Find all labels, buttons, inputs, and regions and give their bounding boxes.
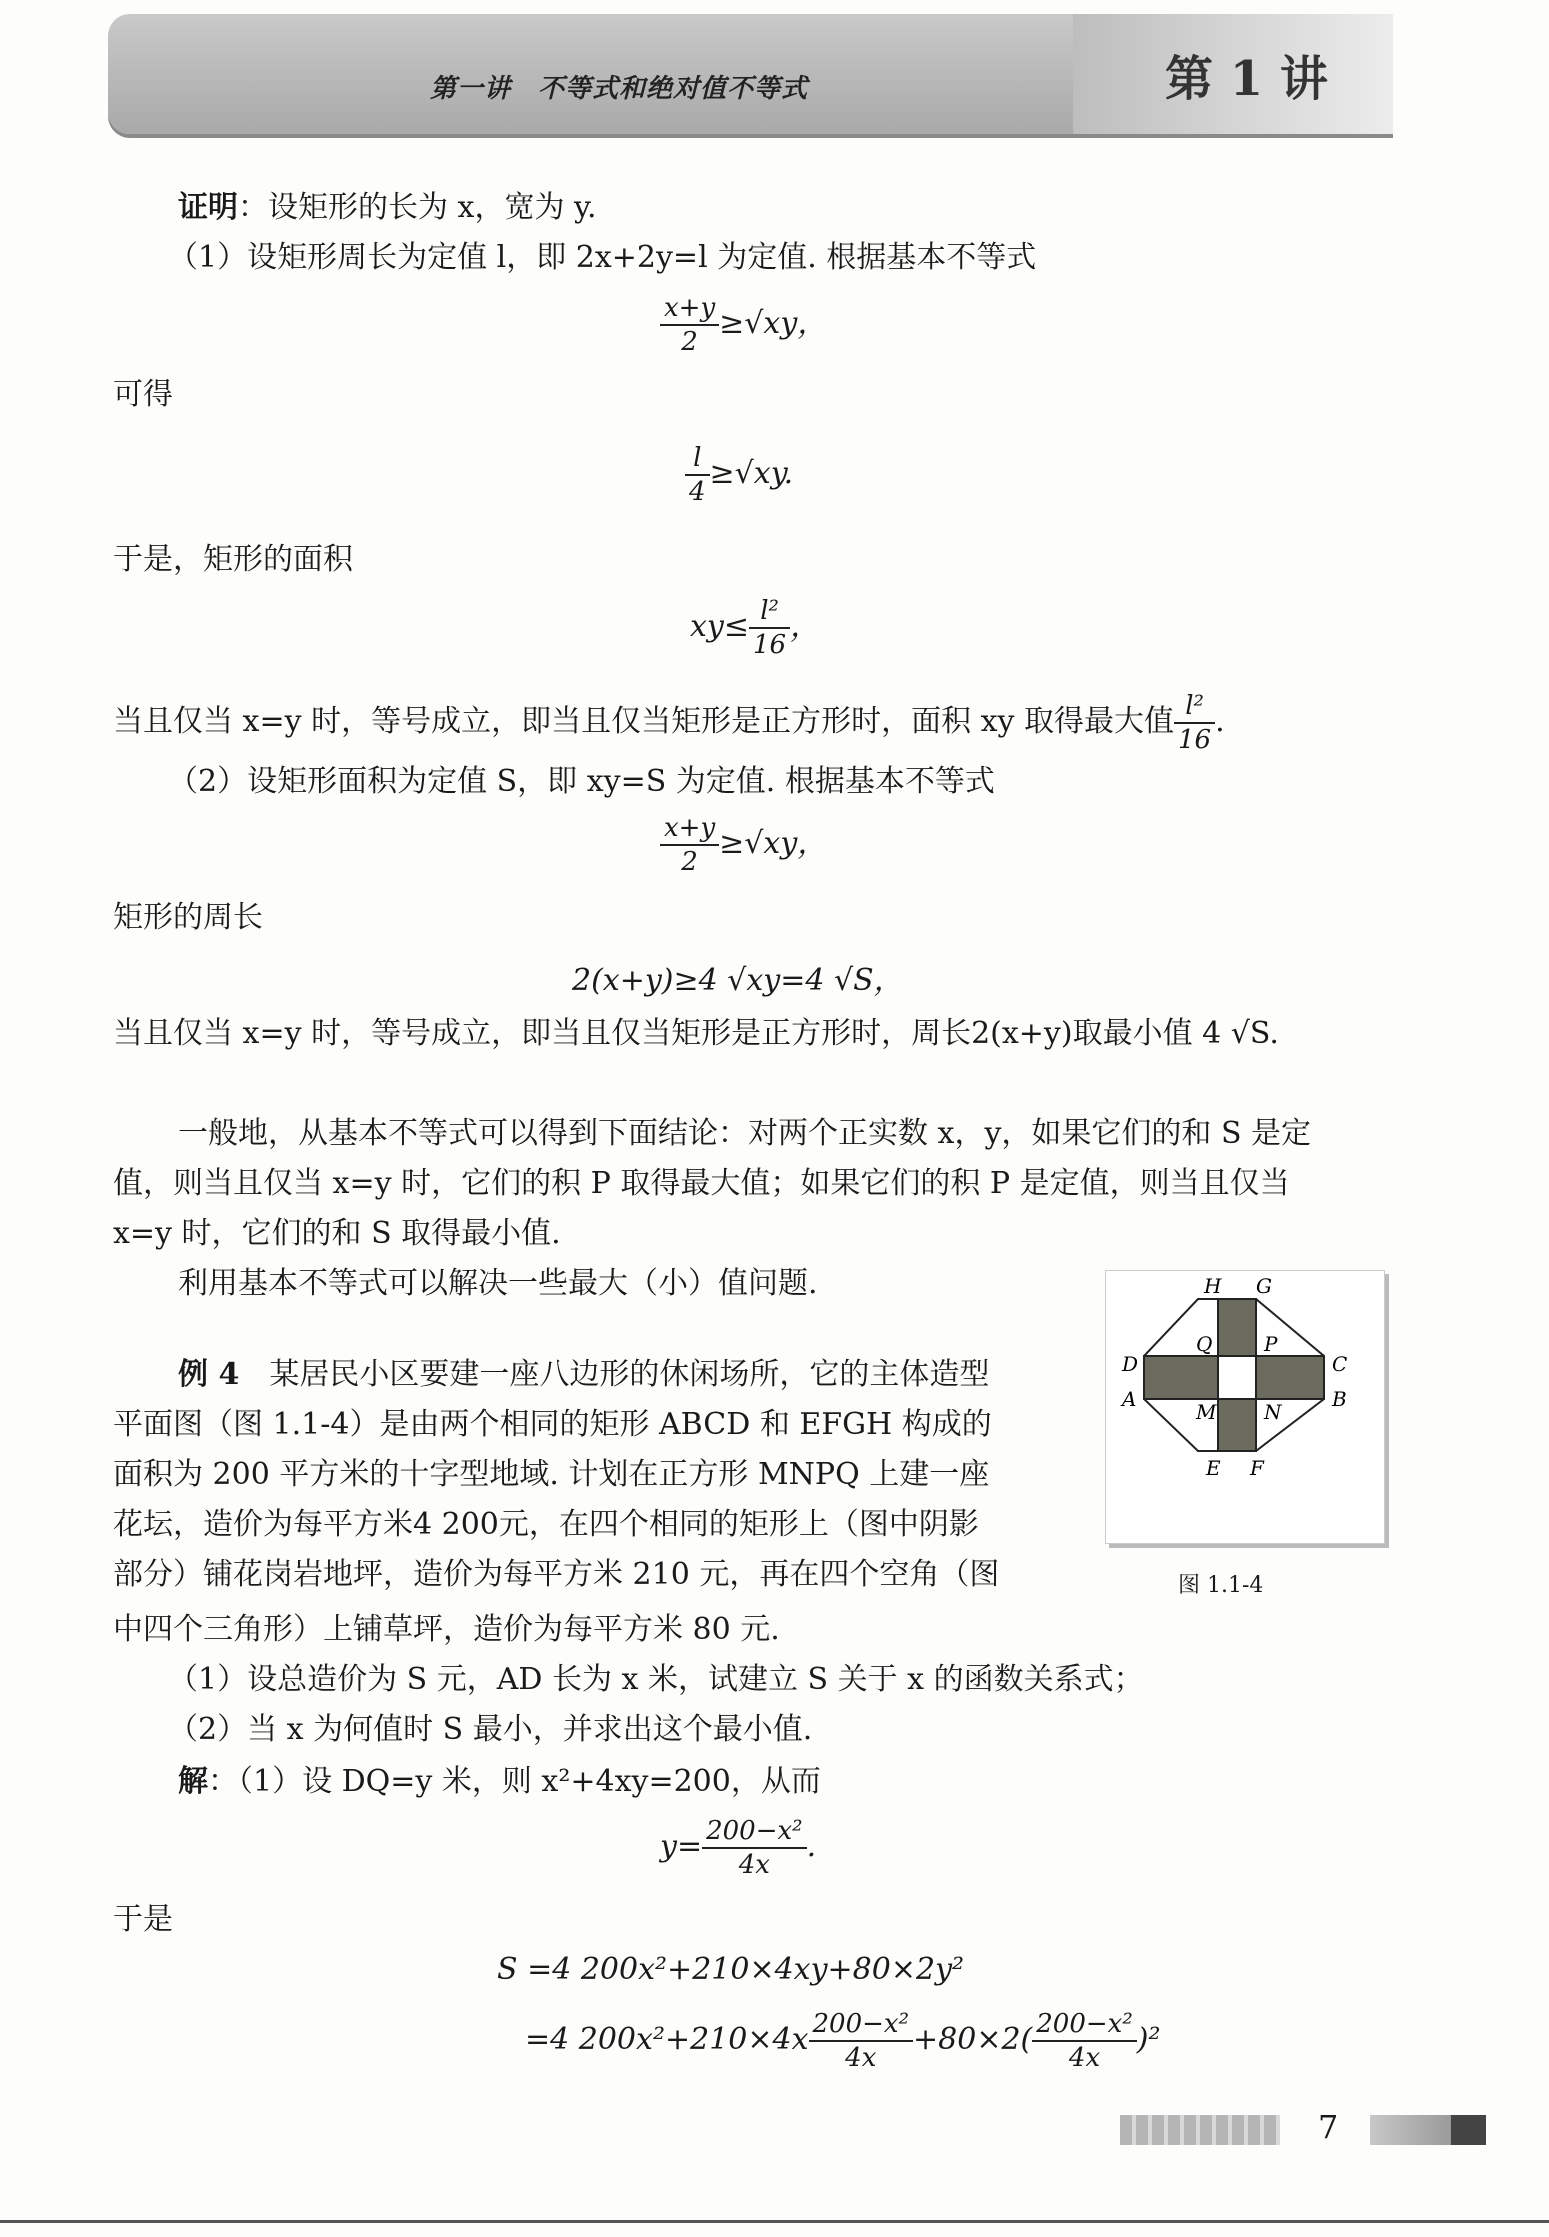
- page-number: 7: [1318, 2108, 1339, 2146]
- part1-line: （1）设矩形周长为定值 l，即 2x+2y=l 为定值. 根据基本不等式: [168, 240, 1037, 275]
- equation-4: $\frac{x+y}{2}$ ≥√xy，: [660, 812, 827, 878]
- equation-1: $\frac{x+y}{2}$ ≥√xy，: [660, 292, 827, 358]
- figure-cross-diagram: [1105, 1270, 1385, 1544]
- bottom-rule: [0, 2220, 1549, 2223]
- label-a: A: [1122, 1387, 1137, 1411]
- perimeter-line: 矩形的周长: [113, 900, 263, 935]
- equation-2: $\frac{l}{4}$ ≥√xy.: [685, 442, 793, 508]
- general-1: 一般地，从基本不等式可以得到下面结论：对两个正实数 x，y，如果它们的和 S 是定: [178, 1116, 1312, 1151]
- general-2: 值，则当且仅当 x=y 时，它们的积 P 取得最大值；如果它们的积 P 是定值，则当且仅当: [113, 1166, 1290, 1201]
- proof-intro: 证明：设矩形的长为 x，宽为 y.: [178, 190, 597, 225]
- label-m: M: [1196, 1400, 1217, 1424]
- general-3: x=y 时，它们的和 S 取得最小值.: [113, 1216, 561, 1251]
- label-d: D: [1122, 1352, 1139, 1376]
- equation-5: 2(x+y)≥4 √xy=4 √S，: [572, 963, 904, 998]
- equation-3: xy≤ $\frac{\text{l²}}{16}$ ，: [690, 596, 821, 660]
- label-h: H: [1204, 1274, 1222, 1298]
- label-f: F: [1250, 1456, 1264, 1480]
- general-4: 利用基本不等式可以解决一些最大（小）值问题.: [178, 1266, 818, 1301]
- label-e: E: [1206, 1456, 1221, 1480]
- chapter-title: 第一讲 不等式和绝对值不等式: [430, 73, 809, 103]
- part2-line: （2）设矩形面积为定值 S，即 xy=S 为定值. 根据基本不等式: [168, 764, 995, 799]
- conclusion-2: 当且仅当 x=y 时，等号成立，即当且仅当矩形是正方形时，周长2(x+y)取最小值 4 √S.: [113, 1016, 1279, 1051]
- example-line-2: 平面图（图 1.1-4）是由两个相同的矩形 ABCD 和 EFGH 构成的: [113, 1407, 992, 1442]
- kede-line: 可得: [113, 377, 173, 412]
- question-1: （1）设总造价为 S 元，AD 长为 x 米，试建立 S 关于 x 的函数关系式；: [168, 1662, 1144, 1697]
- example-line-3: 面积为 200 平方米的十字型地域. 计划在正方形 MNPQ 上建一座: [113, 1457, 990, 1492]
- label-p: P: [1264, 1332, 1278, 1356]
- label-n: N: [1264, 1400, 1282, 1424]
- label-g: G: [1256, 1274, 1272, 1298]
- footer-decoration-left: [1120, 2115, 1280, 2145]
- equation-6: y= $\frac{\text{200−x²}}{4x}$ .: [660, 1816, 817, 1880]
- example-line-5: 部分）铺花岗岩地坪，造价为每平方米 210 元，再在四个空角（图: [113, 1557, 1000, 1592]
- footer-decoration-right: [1370, 2115, 1486, 2145]
- chapter-badge: 第 1 讲: [1165, 51, 1328, 107]
- square-mnpq: [1218, 1356, 1256, 1399]
- label-b: B: [1332, 1387, 1347, 1411]
- figure-caption: 图 1.1-4: [1178, 1573, 1264, 1598]
- conclusion-1: 当且仅当 x=y 时，等号成立，即当且仅当矩形是正方形时，面积 xy 取得最大值 $\frac{\text{l²}}{16}$ .: [113, 691, 1225, 755]
- equation-8: =4 200x²+210×4x $\frac{\text{200−x²}}{4x}$ +80×2( $\frac{\text{200−x²}}{4x}$ )²: [525, 2009, 1161, 2073]
- question-2: （2）当 x 为何值时 S 最小，并求出这个最小值.: [168, 1712, 813, 1747]
- example-line-4: 花坛，造价为每平方米4 200元，在四个相同的矩形上（图中阴影: [113, 1507, 979, 1542]
- cross-diagram-svg: [1106, 1271, 1384, 1543]
- label-q: Q: [1196, 1332, 1213, 1356]
- label-c: C: [1332, 1352, 1348, 1376]
- example-line-6: 中四个三角形）上铺草坪，造价为每平方米 80 元.: [113, 1612, 780, 1647]
- yushi-line-2: 于是: [113, 1902, 173, 1937]
- solution-line: 解：（1）设 DQ=y 米，则 x²+4xy=200，从而: [178, 1764, 821, 1799]
- equation-7: S =4 200x²+210×4xy+80×2y²: [497, 1952, 965, 1987]
- yushi-line: 于是，矩形的面积: [113, 542, 353, 577]
- example-line-1: 例 4 某居民小区要建一座八边形的休闲场所，它的主体造型: [178, 1357, 990, 1392]
